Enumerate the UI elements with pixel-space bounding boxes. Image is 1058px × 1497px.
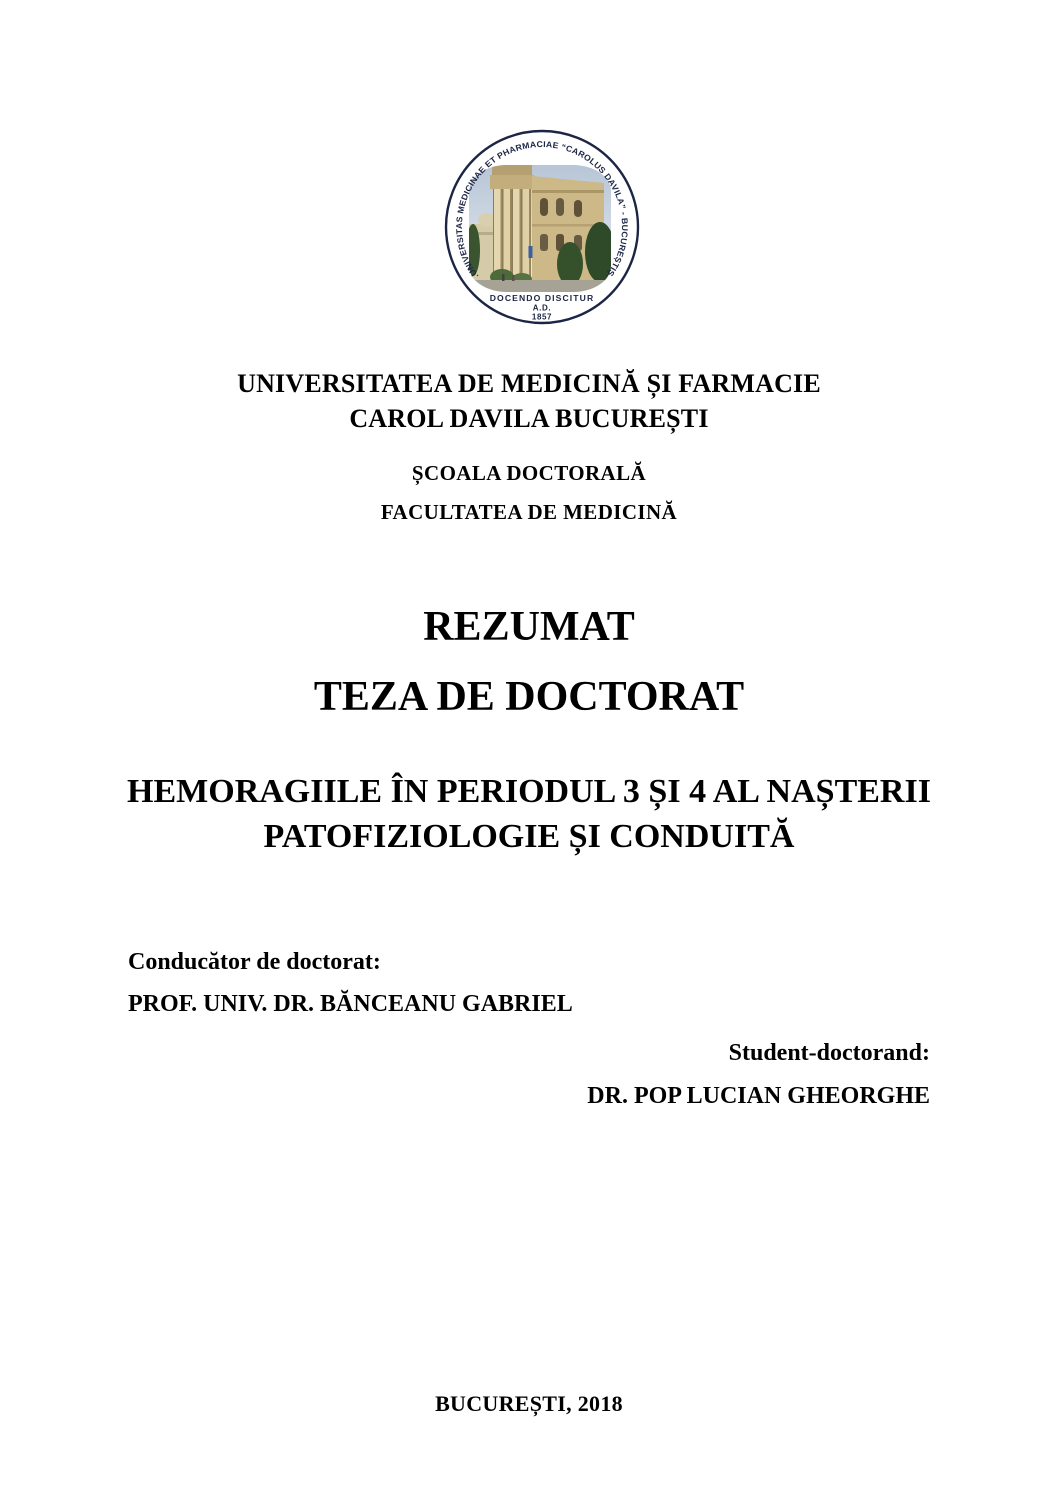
university-name — [0, 366, 1058, 436]
document-kind-title: REZUMAT — [423, 604, 635, 650]
university-name-line2: CAROL DAVILA BUCUREȘTI — [349, 404, 709, 433]
doctoral-school: ȘCOALA DOCTORALĂ — [411, 461, 647, 485]
faculty: FACULTATEA DE MEDICINĂ — [380, 500, 678, 524]
document-type-title: TEZA DE DOCTORAT — [313, 674, 745, 720]
seal-motto: DOCENDO DISCITUR — [489, 293, 595, 303]
supervisor-label: Conducător de doctorat: — [128, 949, 381, 975]
student-label: Student-doctorand: — [728, 1040, 930, 1066]
student-name: DR. POP LUCIAN GHEORGHE — [587, 1083, 930, 1109]
seal-motto-ad: A.D. — [532, 303, 552, 313]
city-year: BUCUREȘTI, 2018 — [435, 1391, 623, 1416]
thesis-subject-line1: HEMORAGIILE ÎN PERIODUL 3 ȘI 4 AL NAȘTERII — [127, 773, 931, 810]
thesis-subject-line2: PATOFIZIOLOGIE ȘI CONDUITĂ — [263, 818, 795, 855]
university-building-photo — [466, 165, 615, 292]
school-block — [0, 454, 1058, 532]
seal-ring-text: .UNIVERSITAS MEDICINAE ET PHARMACIAE “CAROLUS DAVILA” - BUCUREȘTIȘ. — [453, 138, 631, 281]
university-seal — [442, 128, 642, 326]
seal-motto-year: 1857 — [531, 312, 553, 322]
thesis-subject-title — [0, 769, 1058, 859]
university-name-line1: UNIVERSITATEA DE MEDICINĂ ȘI FARMACIE — [237, 369, 821, 398]
supervisor-name: PROF. UNIV. DR. BĂNCEANU GABRIEL — [128, 991, 573, 1017]
